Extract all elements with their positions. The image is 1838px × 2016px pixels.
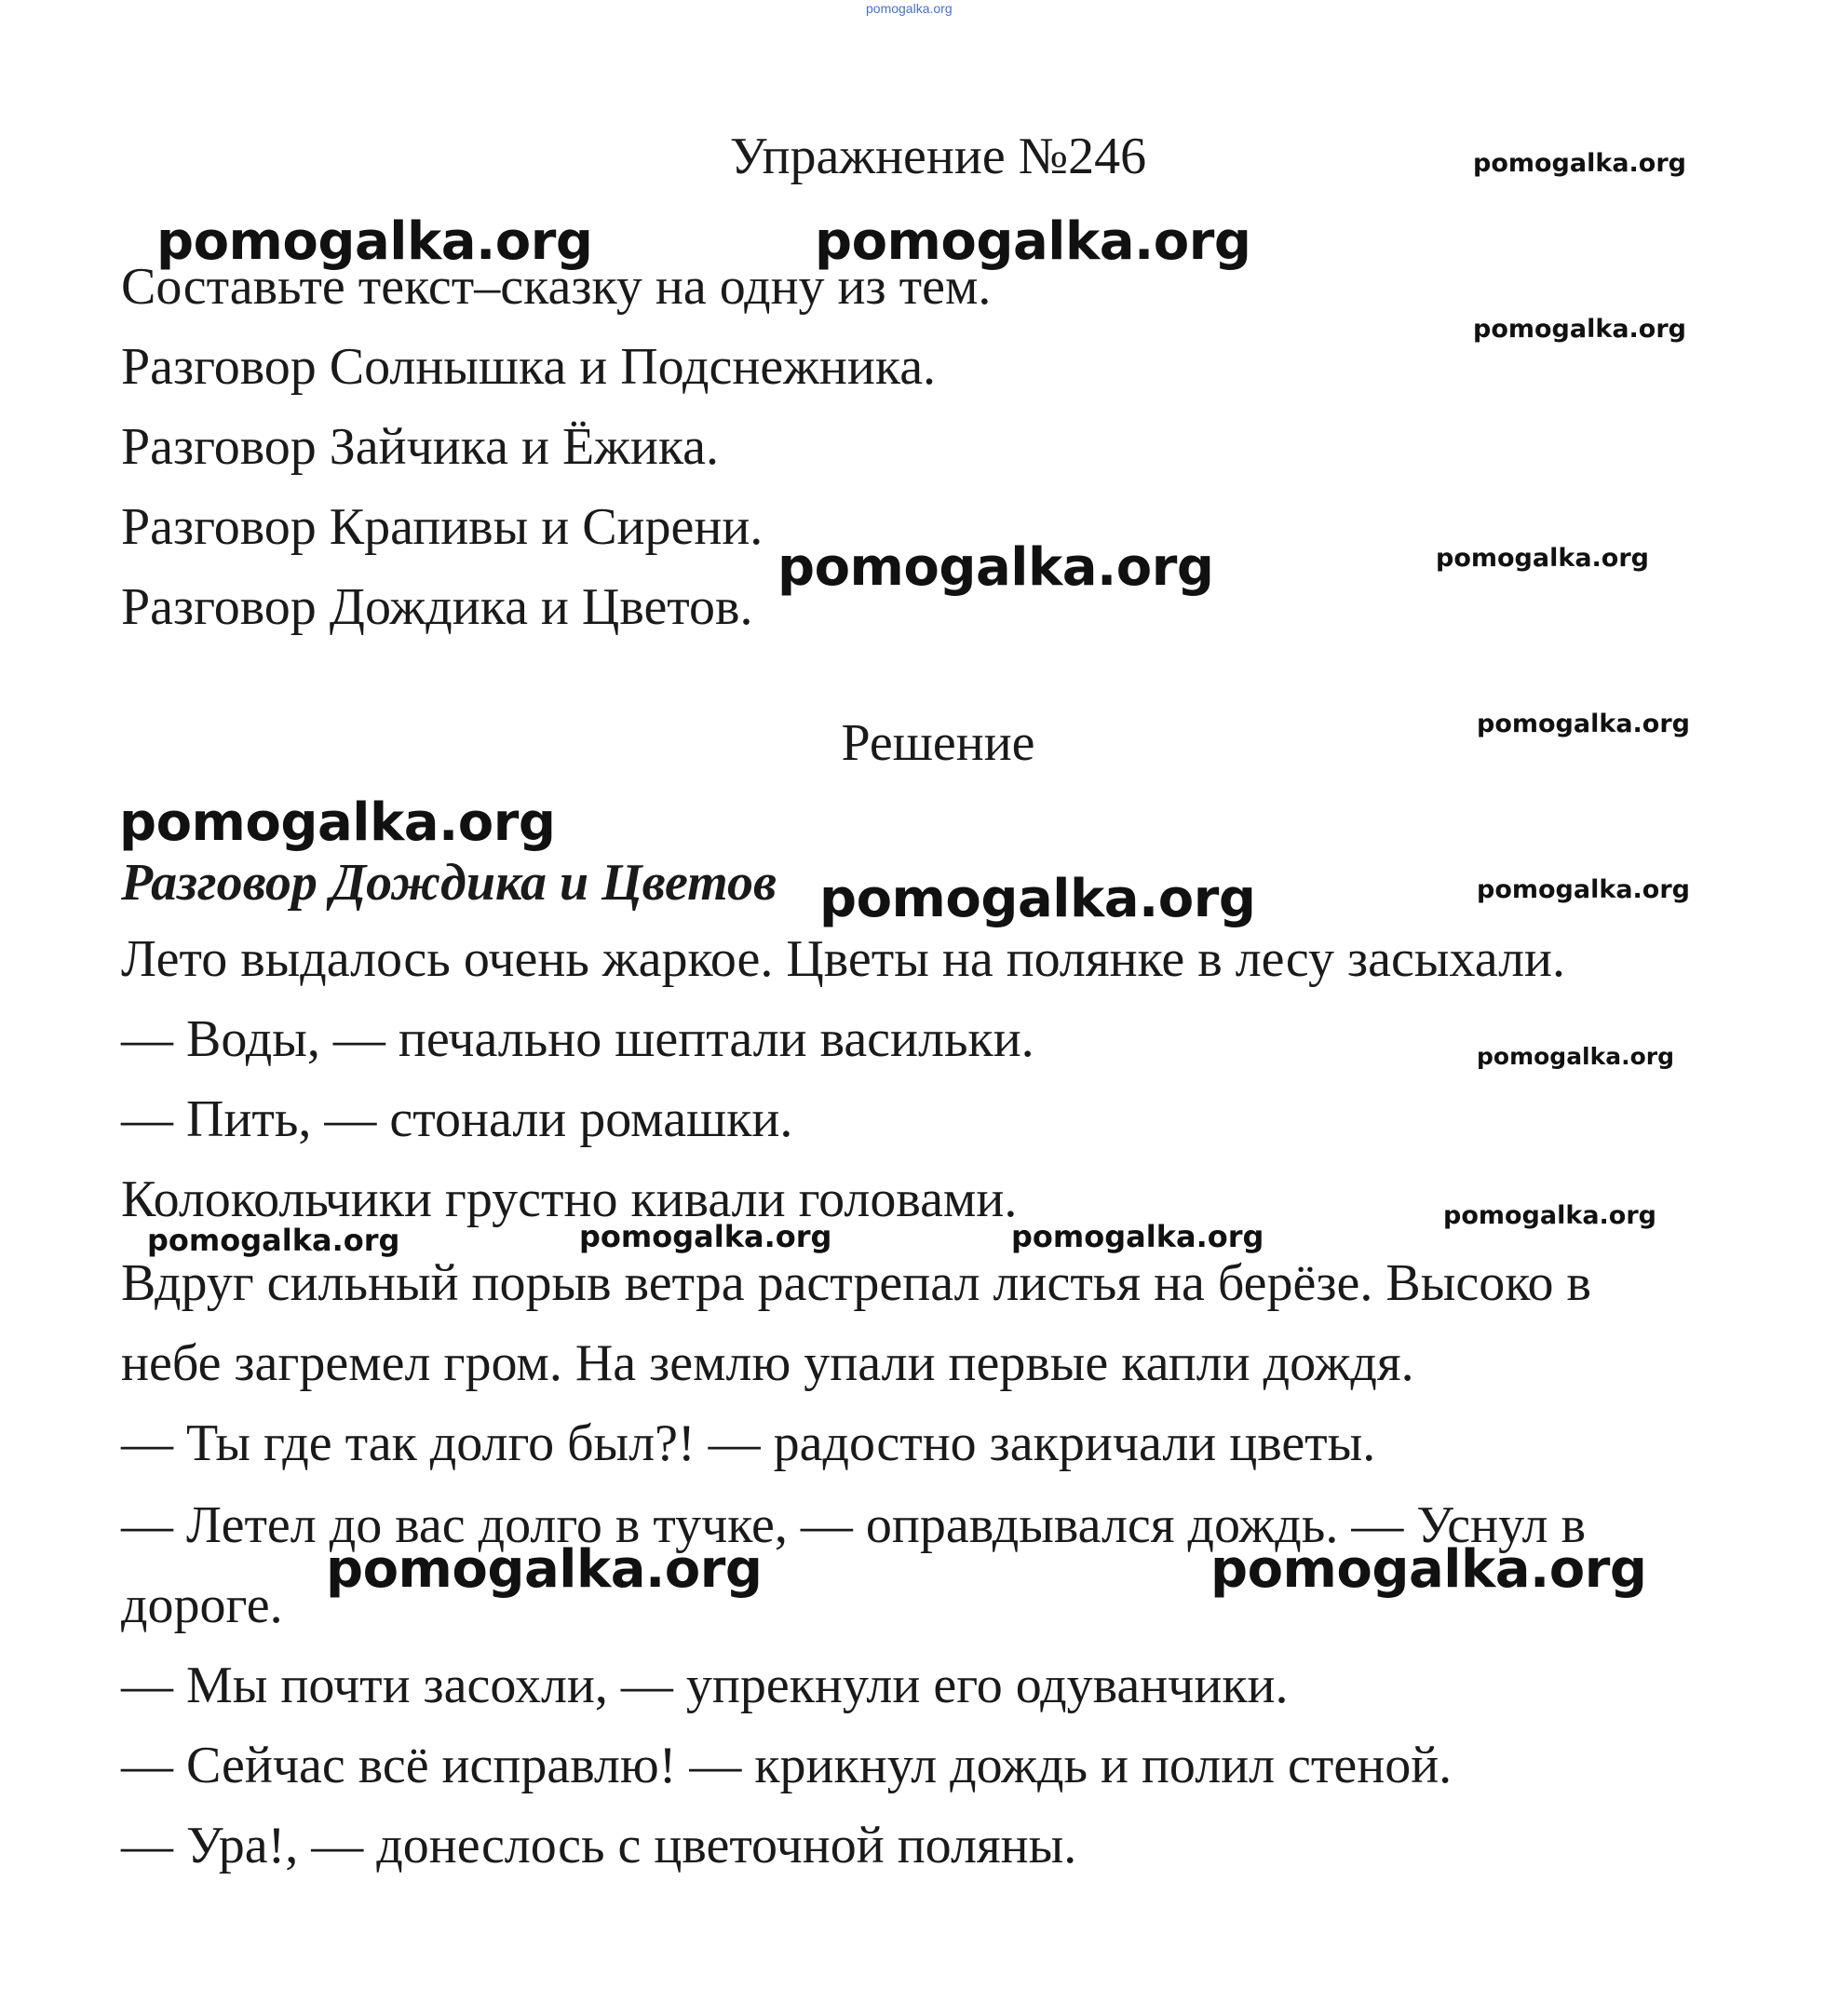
watermark: pomogalka.org	[579, 1219, 832, 1254]
watermark: pomogalka.org	[1477, 875, 1690, 904]
story-line: Вдруг сильный порыв ветра растрепал листья на берёзе. Высоко в	[121, 1254, 1591, 1312]
watermark: pomogalka.org	[326, 1539, 763, 1600]
watermark: pomogalka.org	[777, 537, 1214, 598]
story-line: дороге.	[121, 1576, 283, 1634]
story-line: — Мы почти засохли, — упрекнули его одуванчики.	[121, 1657, 1289, 1714]
watermark: pomogalka.org	[1011, 1219, 1264, 1254]
story-line: — Воды, — печально шептали васильки.	[121, 1010, 1034, 1068]
watermark: pomogalka.org	[1473, 315, 1686, 344]
story-line: — Сейчас всё исправлю! — крикнул дождь и полил стеной.	[121, 1737, 1453, 1794]
exercise-topic: Разговор Солнышка и Подснежника.	[121, 338, 937, 396]
exercise-topic: Разговор Зайчика и Ёжика.	[121, 418, 720, 476]
watermark: pomogalka.org	[1210, 1539, 1647, 1600]
exercise-topic: Разговор Дождика и Цветов.	[121, 578, 753, 636]
story-line: — Ура!, — донеслось с цветочной поляны.	[121, 1817, 1077, 1874]
exercise-title: Упражнение №246	[729, 128, 1147, 185]
watermark: pomogalka.org	[156, 211, 593, 272]
watermark: pomogalka.org	[815, 211, 1251, 272]
watermark: pomogalka.org	[819, 869, 1256, 929]
watermark: pomogalka.org	[147, 1223, 400, 1258]
story-line: небе загремел гром. На землю упали первые капли дождя.	[121, 1334, 1414, 1392]
top-url: pomogalka.org	[866, 1, 953, 16]
watermark: pomogalka.org	[1477, 710, 1690, 738]
exercise-topic: Разговор Крапивы и Сирени.	[121, 498, 764, 556]
exercise-task: Составьте текст–сказку на одну из тем.	[121, 258, 992, 316]
story-line: — Пить, — стонали ромашки.	[121, 1090, 793, 1148]
solution-heading: Решение	[841, 714, 1035, 772]
story-line: Лето выдалось очень жаркое. Цветы на полянке в лесу засыхали.	[121, 930, 1565, 988]
watermark: pomogalka.org	[1443, 1201, 1656, 1230]
watermark: pomogalka.org	[1473, 149, 1686, 178]
watermark: pomogalka.org	[1436, 544, 1649, 573]
story-line: — Летел до вас долго в тучке, — оправдывался дождь. — Уснул в	[121, 1496, 1587, 1554]
story-line: — Ты где так долго был?! — радостно закричали цветы.	[121, 1414, 1376, 1472]
story-title: Разговор Дождика и Цветов	[121, 854, 777, 912]
story-line: Колокольчики грустно кивали головами.	[121, 1170, 1018, 1228]
watermark: pomogalka.org	[1477, 1043, 1675, 1070]
watermark: pomogalka.org	[119, 792, 556, 853]
